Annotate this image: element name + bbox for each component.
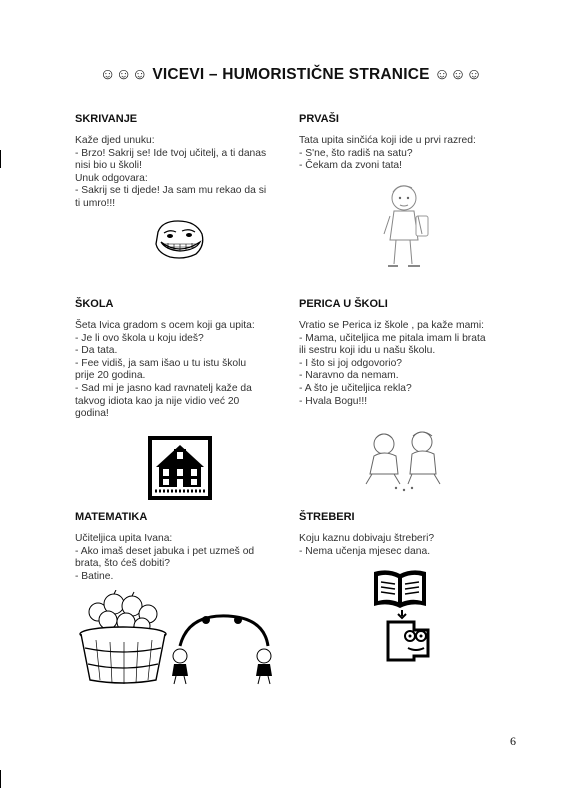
joke-skola — [75, 298, 315, 421]
joke-line: Kaže djed unuku: — [75, 135, 155, 146]
schoolboy-icon — [378, 178, 434, 276]
joke-line: - A što je učiteljica rekla? — [299, 382, 412, 394]
open-book-icon — [372, 568, 428, 610]
joke-heading: ŠKOLA — [75, 298, 114, 310]
page-number: 6 — [510, 734, 516, 748]
joke-line: nisi bio u školi! — [75, 160, 142, 172]
joke-line: - I što si joj odgovorio? — [299, 357, 403, 369]
joke-line: - Sad mi je jasno kad ravnatelj kaže da — [75, 382, 252, 394]
joke-skrivanje — [75, 113, 315, 211]
joke-line: - Naravno da nemam. — [299, 370, 399, 382]
joke-line: ti umro!!! — [75, 197, 116, 209]
joke-streberi — [299, 511, 539, 558]
apple-basket-icon — [78, 590, 168, 686]
joke-prvasi — [299, 113, 539, 173]
school-building-icon — [147, 435, 213, 501]
joke-line: - Brzo! Sakrij se! Ide tvoj učitelj, a ti danas — [75, 147, 267, 159]
children-icon — [356, 426, 452, 494]
joke-line: prije 20 godina. — [75, 370, 146, 382]
page-edge-mark — [0, 770, 1, 788]
joke-line: - Ako imaš deset jabuka i pet uzmeš od — [75, 545, 255, 557]
joke-heading: ŠTREBERI — [299, 511, 355, 523]
joke-line: - Nema učenja mjesec dana. — [299, 545, 431, 557]
joke-line: - Čekam da zvoni tata! — [299, 160, 403, 172]
joke-heading: PRVAŠI — [299, 113, 339, 125]
joke-line: Šeta Ivica gradom s ocem koji ga upita: — [75, 320, 255, 331]
joke-perica — [299, 298, 539, 408]
joke-line: - Je li ovo škola u koju ideš? — [75, 332, 204, 344]
joke-line: godina! — [75, 408, 109, 420]
page-title: ☺☺☺ VICEVI – HUMORISTIČNE STRANICE ☺☺☺ — [99, 66, 483, 83]
joke-line: - Sakrij se ti djede! Ja sam mu rekao da si — [75, 185, 267, 197]
joke-heading: PERICA U ŠKOLI — [299, 298, 388, 310]
joke-line: Vratio se Perica iz škole , pa kaže mami: — [299, 320, 485, 331]
joke-line: - S'ne, što radiš na satu? — [299, 147, 413, 159]
joke-line: - Fee vidiš, ja sam išao u tu istu školu — [75, 357, 247, 369]
joke-line: brata, što ćeš dobiti? — [75, 558, 171, 570]
joke-line: - Batine. — [75, 570, 114, 582]
page-edge-mark — [0, 150, 1, 168]
troll-face-icon — [152, 218, 206, 260]
joke-line: - Da tata. — [75, 345, 118, 357]
joke-line: Tata upita sinčića koji ide u prvi razred: — [299, 135, 476, 146]
joke-line: Koju kaznu dobivaju štreberi? — [299, 533, 435, 544]
nerd-face-icon — [384, 608, 432, 662]
joke-heading: SKRIVANJE — [75, 113, 138, 125]
joke-line: Unuk odgovara: — [75, 172, 148, 184]
kids-jumprope-icon — [168, 606, 278, 686]
joke-matematika — [75, 511, 315, 583]
joke-line: takvog idiota kao ja nije vidio već 20 — [75, 395, 240, 407]
joke-line: - Hvala Bogu!!! — [299, 395, 368, 407]
joke-line: Učiteljica upita Ivana: — [75, 533, 173, 544]
joke-line: ili sestru koji idu u našu školu. — [299, 345, 436, 357]
joke-heading: MATEMATIKA — [75, 511, 148, 523]
joke-line: - Mama, učiteljica me pitala imam li brata — [299, 332, 486, 344]
